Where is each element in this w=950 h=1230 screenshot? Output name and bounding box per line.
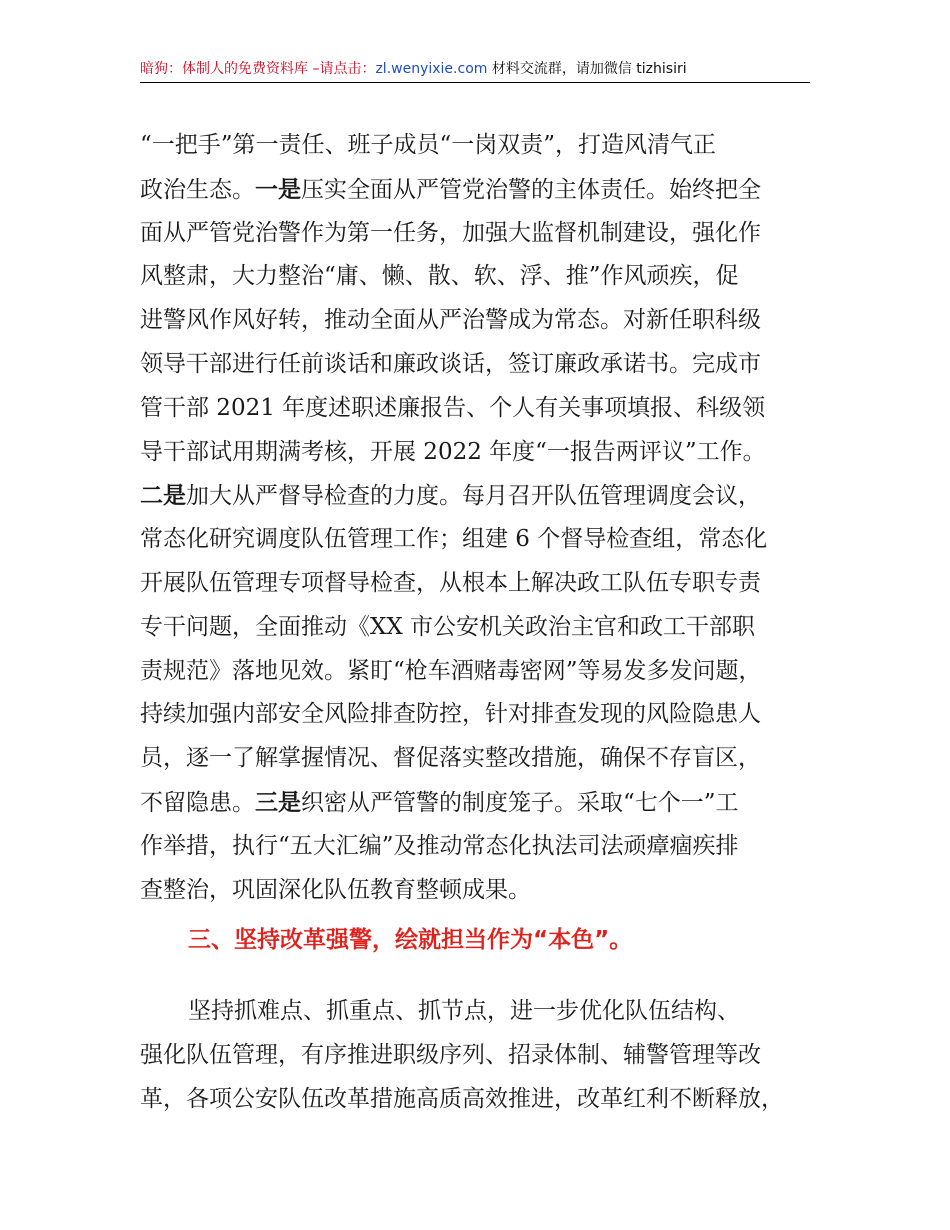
paragraph-1 [140, 124, 816, 912]
bold-marker: 一是 [255, 175, 301, 203]
text-span: 织密从严管警的制度笼子。采取“七个一”工 [301, 789, 739, 816]
text-line: 进警风作风好转，推动全面从严治警成为常态。对新任职科级 [140, 307, 761, 334]
text-line: “一把手”第一责任、班子成员“一岗双责”，打造风清气正 [140, 132, 717, 158]
text-line: 风整肃，大力整治“庸、懒、散、软、浮、推”作风顽疾，促 [140, 263, 739, 290]
text-span: 压实全面从严管党治警的主体责任。始终把全 [301, 176, 761, 203]
paragraph-2 [140, 990, 816, 1121]
text-line: 坚持抓难点、抓重点、抓节点，进一步优化队伍结构、 [188, 998, 740, 1024]
text-span: 政治生态。 [140, 176, 255, 203]
text-line: 面从严管党治警作为第一任务，加强大监督机制建设，强化作 [140, 219, 761, 246]
text-line: 领导干部进行任前谈话和廉政谈话，签订廉政承诺书。完成市 [140, 350, 761, 377]
text-line [140, 168, 816, 212]
bold-marker: 二是 [140, 482, 186, 510]
text-line: 专干问题，全面推动《XX 市公安机关政治主官和政工干部职 [140, 613, 756, 640]
section-heading: 三、坚持改革强警，绘就担当作为“本色”。 [188, 927, 633, 953]
text-line [140, 781, 816, 825]
text-line: 开展队伍管理专项督导检查，从根本上解决政工队伍专职专责 [140, 569, 761, 596]
text-line: 革，各项公安队伍改革措施高质高效推进，改革红利不断释放， [140, 1085, 784, 1112]
text-line: 查整治，巩固深化队伍教育整顿成果。 [140, 876, 531, 903]
text-line: 导干部试用期满考核，开展 2022 年度“一报告两评议”工作。 [140, 438, 766, 465]
header-wechat-note: 材料交流群，请加微信 tizhisiri [487, 61, 687, 77]
text-span: 不留隐患。 [140, 789, 255, 816]
text-line: 强化队伍管理，有序推进职级序列、招录体制、辅警管理等改 [140, 1041, 761, 1068]
text-line: 常态化研究调度队伍管理工作；组建 6 个督导检查组，常态化 [140, 526, 768, 553]
header-site-name: 暗狗：体制人的免费资料库 [140, 61, 308, 77]
text-line: 员，逐一了解掌握情况、督促落实整改措施，确保不存盲区， [140, 745, 761, 772]
header-click-prompt: –请点击： [308, 61, 376, 77]
header-link[interactable]: zl.wenyixie.com [375, 61, 488, 77]
text-line: 管干部 2021 年度述职述廉报告、个人有关事项填报、科级领 [140, 394, 766, 421]
text-line: 责规范》落地见效。紧盯“枪车酒赌毒密网”等易发多发问题， [140, 657, 762, 684]
text-line: 持续加强内部安全风险排查防控，针对排查发现的风险隐患人 [140, 701, 761, 728]
text-line: 作举措，执行“五大汇编”及推动常态化执法司法顽瘴痼疾排 [140, 832, 739, 859]
text-span: 加大从严督导检查的力度。每月召开队伍管理调度会议， [186, 483, 761, 510]
bold-marker: 三是 [255, 788, 301, 816]
page-header [140, 56, 810, 83]
text-line [140, 474, 816, 518]
